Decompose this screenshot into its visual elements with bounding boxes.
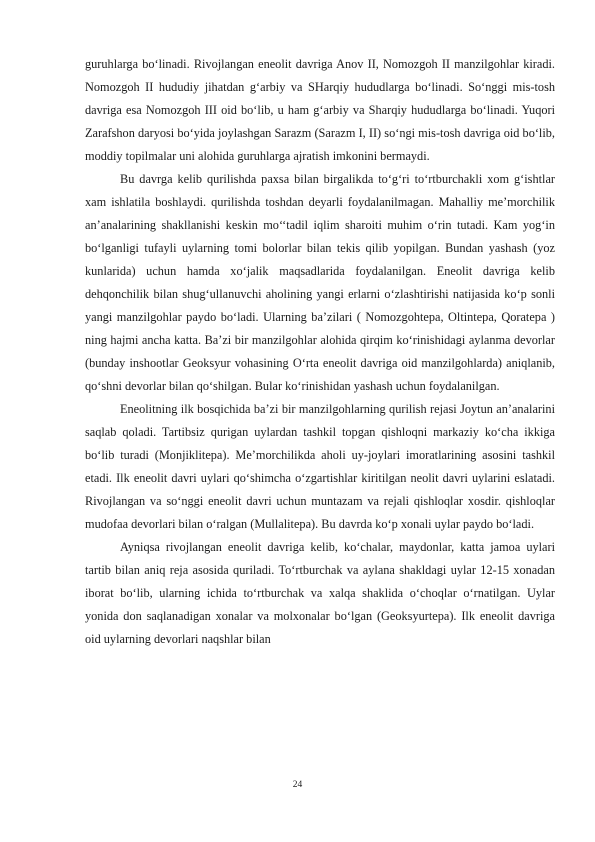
page-number: 24: [292, 780, 303, 790]
document-body: [85, 53, 555, 651]
paragraph-construction: Bu davrga kelib qurilishda paxsa bilan birgalikda to‘g‘ri to‘rtburchakli xom g‘ishtlar xam ishlatila boshlaydi. qurilishda toshdan deyarli foydalanilmagan. Mahalliy me’morchilik an’analarining shakllanishi keskin mo‘‘tadil iqlim sharoiti muhim o‘rin tutadi. Kam yog‘in bo‘lganligi tufayli uylarning tomi bolorlar bilan tekis qilib yopilgan. Bundan yashash (yoz kunlarida) uchun hamda xo‘jalik maqsadlarida foydalanilgan. Eneolit davriga kelib dehqonchilik bilan shug‘ullanuvchi aholining yangi erlarni o‘zlashtirishi natijasida ko‘p sonli yangi manzilgohlar paydo bo‘ladi. Ularning ba’zilari ( Nomozgohtepa, Oltintepa, Qoratepa ) ning hajmi ancha katta. Ba’zi bir manzilgohlar alohida qirqim ko‘rinishidagi aylanma devorlar (bunday inshootlar Geoksyur vohasining O‘rta eneolit davriga oid manzilgohlarda) aniqlanib, qo‘shni devorlar bilan qo‘shilgan. Bular ko‘rinishidan yashash uchun foydalanilgan.: [85, 172, 555, 393]
paragraph-settlement-planning: Eneolitning ilk bosqichida ba’zi bir manzilgohlarning qurilish rejasi Joytun an’analarini saqlab qoladi. Tartibsiz qurigan uylardan tashkil topgan qishloqni markaziy ko‘cha ikkiga bo‘lib turadi (Monjiklitepa). Me’morchilikda aholi uy-joylari imoratlarining asosini tashkil etadi. Ilk eneolit davri uylari qo‘shimcha o‘zgartishlar kiritilgan neolit davri uylarini eslatadi. Rivojlangan va so‘nggi eneolit davri uchun muntazam va rejali qishloqlar xosdir. qishloqlar mudofaa devorlari bilan o‘ralgan (Mullalitepa). Bu davrda ko‘p xonali uylar paydo bo‘ladi.: [85, 402, 555, 531]
paragraph-houses: Ayniqsa rivojlangan eneolit davriga kelib, ko‘chalar, maydonlar, katta jamoa uylari tartib bilan aniq reja asosida quriladi. To‘rtburchak va aylana shakldagi uylar 12-15 xonadan iborat bo‘lib, ularning ichida to‘rtburchak va xalqa shaklida o‘choqlar o‘rnatilgan. Uylar yonida don saqlanadigan xonalar va molxonalar bo‘lgan (Geoksyurtepa). Ilk eneolit davriga oid uylarning devorlari naqshlar bilan: [85, 540, 555, 646]
paragraph-continuation: guruhlarga bo‘linadi. Rivojlangan eneolit davriga Anov II, Nomozgoh II manzilgohlar kiradi. Nomozgoh II hududiy jihatdan g‘arbiy va SHarqiy hududlarga bo‘linadi. So‘nggi mis-tosh davriga esa Nomozgoh III oid bo‘lib, u ham g‘arbiy va Sharqiy hududlarga bo‘linadi. Yuqori Zarafshon daryosi bo‘yida joylashgan Sarazm (Sarazm I, II) so‘ngi mis-tosh davriga oid bo‘lib, moddiy topilmalar uni alohida guruhlarga ajratish imkonini bermaydi.: [85, 57, 555, 163]
